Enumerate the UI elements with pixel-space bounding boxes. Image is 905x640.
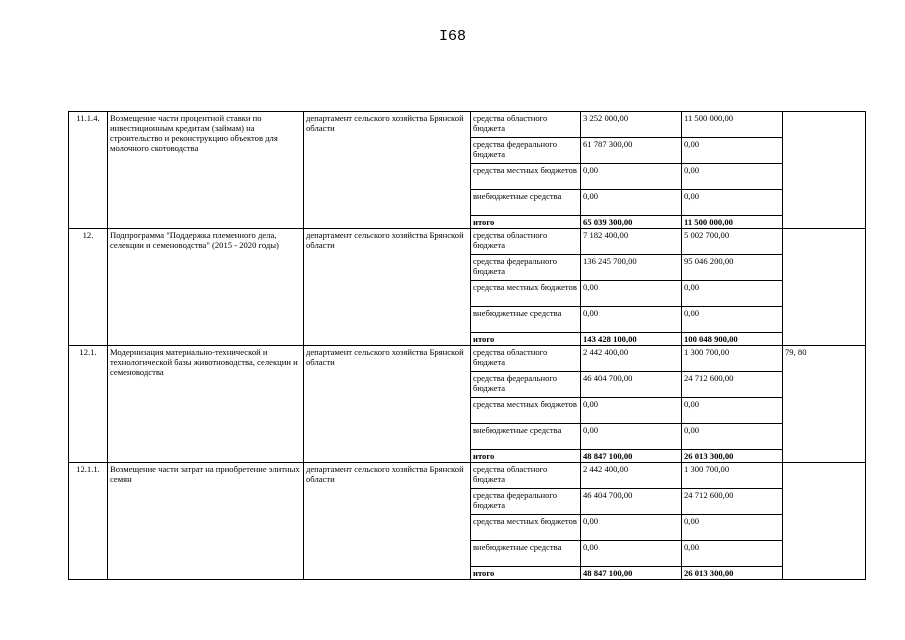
- amount-col-1: 0,00: [581, 190, 682, 216]
- section-indicators: [783, 463, 866, 580]
- funding-source: средства областного бюджета: [471, 346, 581, 372]
- funding-source: внебюджетные средства: [471, 541, 581, 567]
- amount-col-2: 1 300 700,00: [682, 346, 783, 372]
- amount-col-2: 0,00: [682, 138, 783, 164]
- section-number: 12.1.: [69, 346, 108, 463]
- funding-source: средства местных бюджетов: [471, 398, 581, 424]
- amount-col-1: 61 787 300,00: [581, 138, 682, 164]
- section-indicators: [783, 229, 866, 346]
- amount-col-2: 11 500 000,00: [682, 112, 783, 138]
- section-number: 12.1.1.: [69, 463, 108, 580]
- amount-col-2: 100 048 900,00: [682, 333, 783, 346]
- section-name: Возмещение части процентной ставки по инвестиционным кредитам (займам) на строительство и реконструкцию объектов для молочного скотоводства: [108, 112, 304, 229]
- section-number: 11.1.4.: [69, 112, 108, 229]
- amount-col-1: 136 245 700,00: [581, 255, 682, 281]
- amount-col-2: 0,00: [682, 190, 783, 216]
- amount-col-1: 46 404 700,00: [581, 489, 682, 515]
- section-name: Модернизация материально-технической и технологической базы животноводства, селекции и семеноводства: [108, 346, 304, 463]
- section-name: Возмещение части затрат на приобретение элитных семян: [108, 463, 304, 580]
- funding-source: средства федерального бюджета: [471, 255, 581, 281]
- table-row: [69, 346, 866, 372]
- amount-col-1: 2 442 400,00: [581, 463, 682, 489]
- funding-source: итого: [471, 216, 581, 229]
- amount-col-1: 7 182 400,00: [581, 229, 682, 255]
- funding-source: средства областного бюджета: [471, 463, 581, 489]
- table-row: [69, 112, 866, 138]
- amount-col-2: 24 712 600,00: [682, 489, 783, 515]
- amount-col-2: 95 046 200,00: [682, 255, 783, 281]
- section-executor: департамент сельского хозяйства Брянской области: [304, 112, 471, 229]
- amount-col-1: 0,00: [581, 164, 682, 190]
- amount-col-2: 1 300 700,00: [682, 463, 783, 489]
- funding-source: средства местных бюджетов: [471, 281, 581, 307]
- funding-source: итого: [471, 567, 581, 580]
- section-executor: департамент сельского хозяйства Брянской области: [304, 463, 471, 580]
- amount-col-1: 46 404 700,00: [581, 372, 682, 398]
- section-number: 12.: [69, 229, 108, 346]
- amount-col-2: 11 500 000,00: [682, 216, 783, 229]
- amount-col-2: 0,00: [682, 281, 783, 307]
- amount-col-1: 0,00: [581, 424, 682, 450]
- page-number: I68: [438, 28, 466, 45]
- funding-source: средства федерального бюджета: [471, 372, 581, 398]
- funding-source: средства областного бюджета: [471, 229, 581, 255]
- amount-col-2: 5 002 700,00: [682, 229, 783, 255]
- amount-col-2: 0,00: [682, 307, 783, 333]
- section-executor: департамент сельского хозяйства Брянской области: [304, 229, 471, 346]
- funding-source: итого: [471, 450, 581, 463]
- amount-col-1: 143 428 100,00: [581, 333, 682, 346]
- amount-col-2: 0,00: [682, 541, 783, 567]
- amount-col-2: 0,00: [682, 515, 783, 541]
- funding-source: средства местных бюджетов: [471, 515, 581, 541]
- amount-col-2: 0,00: [682, 398, 783, 424]
- amount-col-1: 0,00: [581, 541, 682, 567]
- amount-col-2: 0,00: [682, 164, 783, 190]
- funding-source: внебюджетные средства: [471, 190, 581, 216]
- amount-col-1: 0,00: [581, 515, 682, 541]
- amount-col-1: 3 252 000,00: [581, 112, 682, 138]
- section-name: Подпрограмма "Поддержка племенного дела, селекции и семеноводства" (2015 - 2020 годы): [108, 229, 304, 346]
- funding-source: внебюджетные средства: [471, 307, 581, 333]
- budget-table: [68, 111, 866, 580]
- amount-col-2: 24 712 600,00: [682, 372, 783, 398]
- section-indicators: 79, 80: [783, 346, 866, 463]
- amount-col-1: 48 847 100,00: [581, 567, 682, 580]
- section-executor: департамент сельского хозяйства Брянской области: [304, 346, 471, 463]
- table-row: [69, 229, 866, 255]
- table-row: [69, 463, 866, 489]
- section-indicators: [783, 112, 866, 229]
- amount-col-1: 0,00: [581, 307, 682, 333]
- funding-source: итого: [471, 333, 581, 346]
- funding-source: средства федерального бюджета: [471, 138, 581, 164]
- funding-source: средства местных бюджетов: [471, 164, 581, 190]
- amount-col-1: 2 442 400,00: [581, 346, 682, 372]
- amount-col-1: 65 039 300,00: [581, 216, 682, 229]
- amount-col-2: 0,00: [682, 424, 783, 450]
- funding-source: внебюджетные средства: [471, 424, 581, 450]
- funding-source: средства федерального бюджета: [471, 489, 581, 515]
- amount-col-2: 26 013 300,00: [682, 567, 783, 580]
- funding-source: средства областного бюджета: [471, 112, 581, 138]
- amount-col-1: 0,00: [581, 398, 682, 424]
- amount-col-2: 26 013 300,00: [682, 450, 783, 463]
- amount-col-1: 0,00: [581, 281, 682, 307]
- amount-col-1: 48 847 100,00: [581, 450, 682, 463]
